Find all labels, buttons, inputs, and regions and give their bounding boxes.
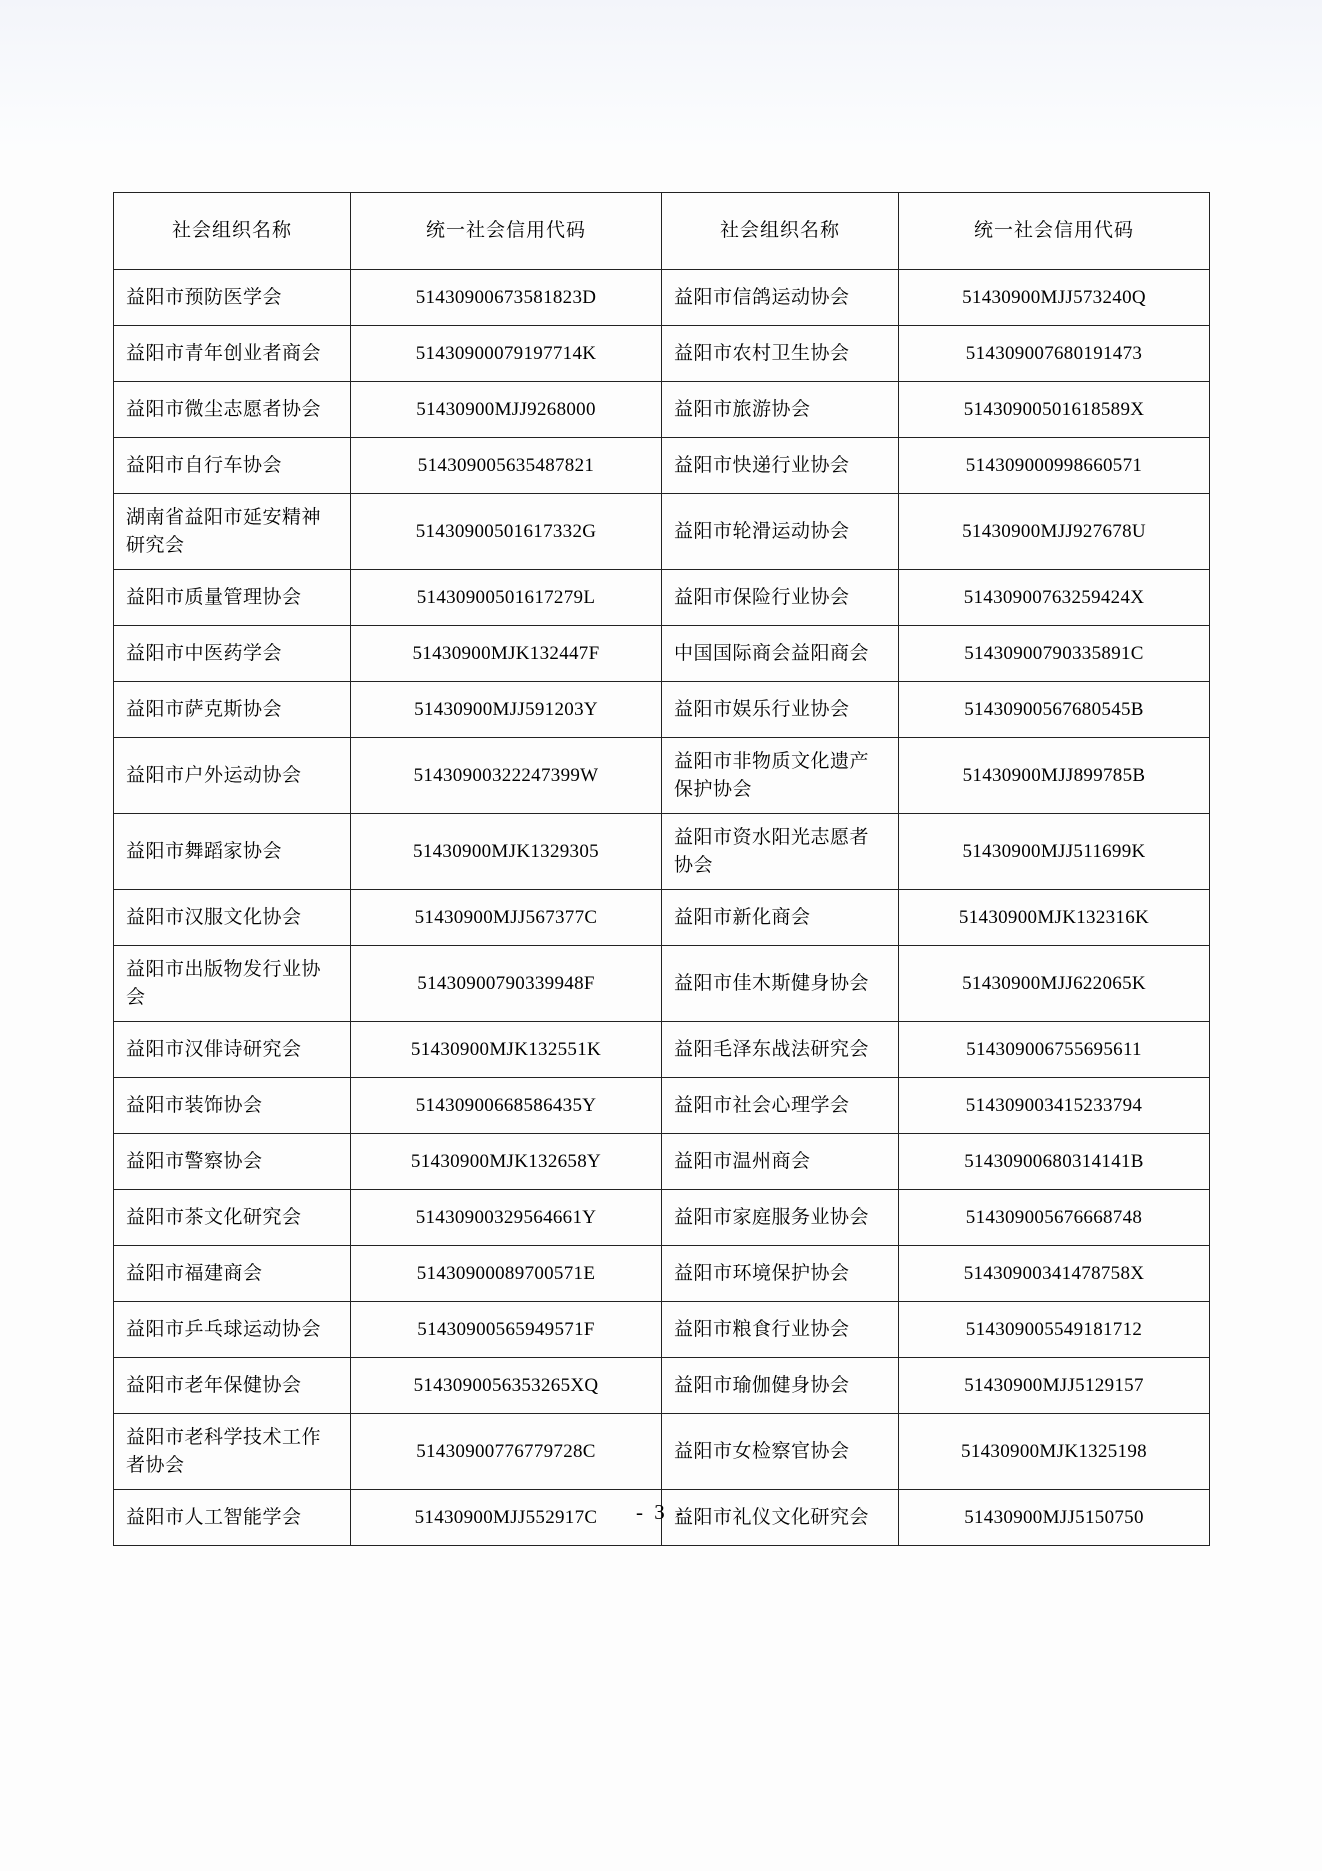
- org-name-cell: 益阳市乒乓球运动协会: [114, 1302, 351, 1358]
- credit-code-cell: 51430900MJK132551K: [351, 1022, 662, 1078]
- org-name-cell: 益阳市旅游协会: [662, 382, 899, 438]
- org-name-cell: 益阳市保险行业协会: [662, 570, 899, 626]
- table-row: [114, 1246, 1210, 1302]
- org-name-cell: 益阳市茶文化研究会: [114, 1190, 351, 1246]
- credit-code-cell: 514309007680191473: [899, 326, 1210, 382]
- table-row: [114, 1302, 1210, 1358]
- social-organizations-table-container: [113, 192, 1209, 1546]
- org-name-cell: 益阳市非物质文化遗产保护协会: [662, 738, 899, 814]
- credit-code-cell: 51430900MJK1329305: [351, 814, 662, 890]
- credit-code-cell: 51430900668586435Y: [351, 1078, 662, 1134]
- credit-code-cell: 51430900MJJ5129157: [899, 1358, 1210, 1414]
- org-name-cell: 益阳市家庭服务业协会: [662, 1190, 899, 1246]
- table-row: [114, 382, 1210, 438]
- table-row: [114, 1134, 1210, 1190]
- credit-code-cell: 51430900079197714K: [351, 326, 662, 382]
- org-name-cell: 益阳市舞蹈家协会: [114, 814, 351, 890]
- social-organizations-table: [113, 192, 1210, 1546]
- org-name-cell: 益阳市装饰协会: [114, 1078, 351, 1134]
- credit-code-cell: 51430900MJK132316K: [899, 890, 1210, 946]
- credit-code-cell: 51430900MJJ591203Y: [351, 682, 662, 738]
- org-name-cell: 益阳市汉服文化协会: [114, 890, 351, 946]
- org-name-cell: 益阳市青年创业者商会: [114, 326, 351, 382]
- org-name-cell: 益阳市娱乐行业协会: [662, 682, 899, 738]
- org-name-cell: 益阳市信鸽运动协会: [662, 270, 899, 326]
- org-name-cell: 湖南省益阳市延安精神研究会: [114, 494, 351, 570]
- org-name-cell: 益阳市粮食行业协会: [662, 1302, 899, 1358]
- org-name-cell: 益阳市温州商会: [662, 1134, 899, 1190]
- table-row: [114, 1358, 1210, 1414]
- column-header-org-name-2: 社会组织名称: [662, 193, 899, 270]
- column-header-credit-code-1: 统一社会信用代码: [351, 193, 662, 270]
- credit-code-cell: 51430900MJK1325198: [899, 1414, 1210, 1490]
- table-row: [114, 270, 1210, 326]
- credit-code-cell: 514309005676668748: [899, 1190, 1210, 1246]
- credit-code-cell: 514309006755695611: [899, 1022, 1210, 1078]
- org-name-cell: 益阳市社会心理学会: [662, 1078, 899, 1134]
- credit-code-cell: 51430900673581823D: [351, 270, 662, 326]
- credit-code-cell: 51430900MJJ9268000: [351, 382, 662, 438]
- credit-code-cell: 51430900MJJ511699K: [899, 814, 1210, 890]
- credit-code-cell: 51430900680314141B: [899, 1134, 1210, 1190]
- credit-code-cell: 51430900MJJ552917C: [351, 1490, 662, 1546]
- column-header-credit-code-2: 统一社会信用代码: [899, 193, 1210, 270]
- table-row: [114, 946, 1210, 1022]
- credit-code-cell: 51430900776779728C: [351, 1414, 662, 1490]
- table-row: [114, 326, 1210, 382]
- table-row: [114, 890, 1210, 946]
- org-name-cell: 中国国际商会益阳商会: [662, 626, 899, 682]
- credit-code-cell: 514309003415233794: [899, 1078, 1210, 1134]
- credit-code-cell: 51430900MJJ5150750: [899, 1490, 1210, 1546]
- org-name-cell: 益阳市萨克斯协会: [114, 682, 351, 738]
- credit-code-cell: 51430900763259424X: [899, 570, 1210, 626]
- credit-code-cell: 5143090056353265XQ: [351, 1358, 662, 1414]
- org-name-cell: 益阳市轮滑运动协会: [662, 494, 899, 570]
- org-name-cell: 益阳市预防医学会: [114, 270, 351, 326]
- credit-code-cell: 51430900501617279L: [351, 570, 662, 626]
- credit-code-cell: 51430900790339948F: [351, 946, 662, 1022]
- table-row: [114, 1022, 1210, 1078]
- org-name-cell: 益阳市资水阳光志愿者协会: [662, 814, 899, 890]
- page-number: - 3 -: [636, 1500, 686, 1524]
- org-name-cell: 益阳市佳木斯健身协会: [662, 946, 899, 1022]
- scan-background-tint: [0, 0, 1322, 150]
- table-row: [114, 682, 1210, 738]
- org-name-cell: 益阳市质量管理协会: [114, 570, 351, 626]
- org-name-cell: 益阳市瑜伽健身协会: [662, 1358, 899, 1414]
- org-name-cell: 益阳市户外运动协会: [114, 738, 351, 814]
- org-name-cell: 益阳市女检察官协会: [662, 1414, 899, 1490]
- org-name-cell: 益阳市快递行业协会: [662, 438, 899, 494]
- table-row: [114, 1078, 1210, 1134]
- credit-code-cell: 51430900MJJ927678U: [899, 494, 1210, 570]
- credit-code-cell: 51430900341478758X: [899, 1246, 1210, 1302]
- org-name-cell: 益阳市自行车协会: [114, 438, 351, 494]
- credit-code-cell: 51430900567680545B: [899, 682, 1210, 738]
- org-name-cell: 益阳市礼仪文化研究会: [662, 1490, 899, 1546]
- org-name-cell: 益阳市农村卫生协会: [662, 326, 899, 382]
- credit-code-cell: 51430900MJJ899785B: [899, 738, 1210, 814]
- column-header-org-name-1: 社会组织名称: [114, 193, 351, 270]
- table-row: [114, 814, 1210, 890]
- credit-code-cell: 51430900MJJ567377C: [351, 890, 662, 946]
- credit-code-cell: 51430900790335891C: [899, 626, 1210, 682]
- org-name-cell: 益阳市汉俳诗研究会: [114, 1022, 351, 1078]
- credit-code-cell: 51430900501618589X: [899, 382, 1210, 438]
- table-header-row: [114, 193, 1210, 270]
- org-name-cell: 益阳市出版物发行业协会: [114, 946, 351, 1022]
- org-name-cell: 益阳市微尘志愿者协会: [114, 382, 351, 438]
- org-name-cell: 益阳市环境保护协会: [662, 1246, 899, 1302]
- table-header: [114, 193, 1210, 270]
- org-name-cell: 益阳市中医药学会: [114, 626, 351, 682]
- credit-code-cell: 514309005549181712: [899, 1302, 1210, 1358]
- org-name-cell: 益阳毛泽东战法研究会: [662, 1022, 899, 1078]
- credit-code-cell: 514309005635487821: [351, 438, 662, 494]
- table-row: [114, 1414, 1210, 1490]
- credit-code-cell: 51430900MJK132658Y: [351, 1134, 662, 1190]
- org-name-cell: 益阳市新化商会: [662, 890, 899, 946]
- credit-code-cell: 51430900089700571E: [351, 1246, 662, 1302]
- credit-code-cell: 51430900565949571F: [351, 1302, 662, 1358]
- org-name-cell: 益阳市警察协会: [114, 1134, 351, 1190]
- credit-code-cell: 51430900322247399W: [351, 738, 662, 814]
- credit-code-cell: 51430900329564661Y: [351, 1190, 662, 1246]
- org-name-cell: 益阳市老科学技术工作者协会: [114, 1414, 351, 1490]
- table-row: [114, 626, 1210, 682]
- credit-code-cell: 51430900MJJ622065K: [899, 946, 1210, 1022]
- credit-code-cell: 51430900MJJ573240Q: [899, 270, 1210, 326]
- credit-code-cell: 51430900501617332G: [351, 494, 662, 570]
- org-name-cell: 益阳市福建商会: [114, 1246, 351, 1302]
- table-row: [114, 738, 1210, 814]
- credit-code-cell: 51430900MJK132447F: [351, 626, 662, 682]
- table-body: [114, 270, 1210, 1546]
- org-name-cell: 益阳市人工智能学会: [114, 1490, 351, 1546]
- credit-code-cell: 514309000998660571: [899, 438, 1210, 494]
- table-row: [114, 570, 1210, 626]
- org-name-cell: 益阳市老年保健协会: [114, 1358, 351, 1414]
- table-row: [114, 1190, 1210, 1246]
- table-row: [114, 438, 1210, 494]
- table-row: [114, 494, 1210, 570]
